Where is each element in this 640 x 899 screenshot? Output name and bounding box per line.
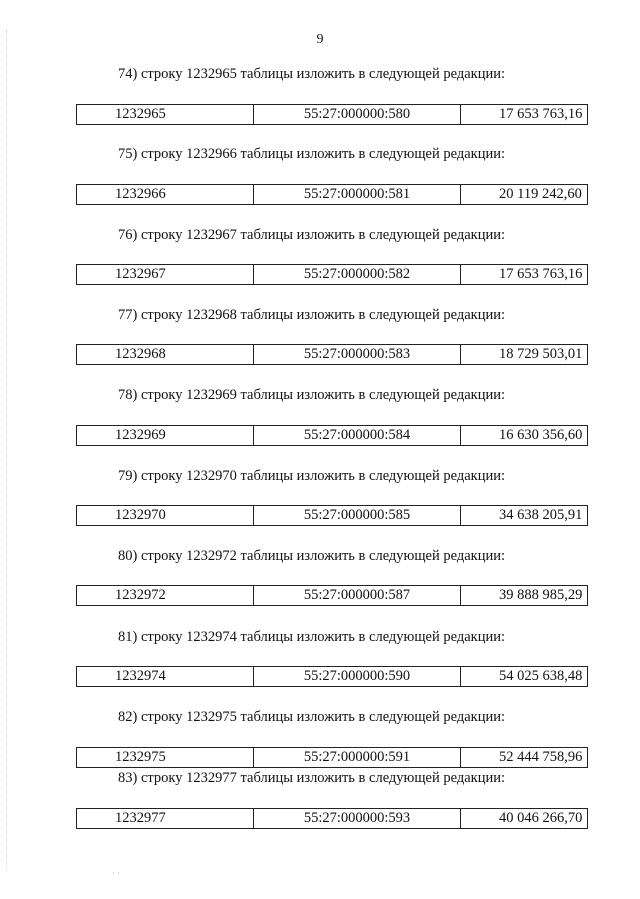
amendment-row-table (76, 184, 588, 205)
row-number-cell: 1232965 (77, 105, 254, 125)
row-number-cell: 1232969 (77, 426, 254, 446)
cadastral-number-cell: 55:27:000000:582 (254, 265, 461, 285)
amendment-row-table (76, 104, 588, 125)
scan-margin-dots (6, 30, 8, 870)
cadastral-number-cell: 55:27:000000:580 (254, 105, 461, 125)
value-cell: 16 630 356,60 (461, 426, 588, 446)
table-row (77, 426, 588, 446)
amendment-instruction: 81) строку 1232974 таблицы изложить в следующей редакции: (118, 629, 506, 645)
amendment-instruction: 79) строку 1232970 таблицы изложить в следующей редакции: (118, 468, 506, 484)
table-row (77, 667, 588, 687)
cadastral-number-cell: 55:27:000000:584 (254, 426, 461, 446)
row-number-cell: 1232977 (77, 809, 254, 829)
amendment-row-table (76, 666, 588, 687)
row-number-cell: 1232966 (77, 185, 254, 205)
table-row (77, 506, 588, 526)
amendment-row-table (76, 264, 588, 285)
value-cell: 54 025 638,48 (461, 667, 588, 687)
row-number-cell: 1232974 (77, 667, 254, 687)
cadastral-number-cell: 55:27:000000:585 (254, 506, 461, 526)
amendment-instruction: 78) строку 1232969 таблицы изложить в следующей редакции: (118, 387, 506, 403)
cadastral-number-cell: 55:27:000000:587 (254, 586, 461, 606)
page-number: 9 (316, 32, 324, 47)
row-number-cell: 1232970 (77, 506, 254, 526)
amendment-instruction: 82) строку 1232975 таблицы изложить в следующей редакции: (118, 709, 506, 725)
value-cell: 17 653 763,16 (461, 105, 588, 125)
cadastral-number-cell: 55:27:000000:590 (254, 667, 461, 687)
value-cell: 40 046 266,70 (461, 809, 588, 829)
row-number-cell: 1232972 (77, 586, 254, 606)
amendment-row-table (76, 747, 588, 768)
value-cell: 20 119 242,60 (461, 185, 588, 205)
cadastral-number-cell: 55:27:000000:593 (254, 809, 461, 829)
amendment-instruction: 75) строку 1232966 таблицы изложить в следующей редакции: (118, 146, 506, 162)
table-row (77, 345, 588, 365)
amendment-row-table (76, 505, 588, 526)
table-row (77, 586, 588, 606)
scan-artifact-mark: · · (112, 868, 121, 878)
row-number-cell: 1232968 (77, 345, 254, 365)
table-row (77, 748, 588, 768)
value-cell: 34 638 205,91 (461, 506, 588, 526)
amendment-instruction: 74) строку 1232965 таблицы изложить в следующей редакции: (118, 66, 506, 82)
amendment-instruction: 76) строку 1232967 таблицы изложить в следующей редакции: (118, 227, 506, 243)
amendment-row-table (76, 425, 588, 446)
value-cell: 52 444 758,96 (461, 748, 588, 768)
value-cell: 17 653 763,16 (461, 265, 588, 285)
amendment-row-table (76, 585, 588, 606)
cadastral-number-cell: 55:27:000000:581 (254, 185, 461, 205)
value-cell: 39 888 985,29 (461, 586, 588, 606)
table-row (77, 809, 588, 829)
cadastral-number-cell: 55:27:000000:583 (254, 345, 461, 365)
amendment-instruction: 83) строку 1232977 таблицы изложить в следующей редакции: (118, 770, 506, 786)
table-row (77, 265, 588, 285)
amendment-row-table (76, 808, 588, 829)
amendment-instruction: 80) строку 1232972 таблицы изложить в следующей редакции: (118, 548, 506, 564)
amendment-row-table (76, 344, 588, 365)
cadastral-number-cell: 55:27:000000:591 (254, 748, 461, 768)
table-row (77, 105, 588, 125)
row-number-cell: 1232967 (77, 265, 254, 285)
value-cell: 18 729 503,01 (461, 345, 588, 365)
amendment-instruction: 77) строку 1232968 таблицы изложить в следующей редакции: (118, 307, 506, 323)
row-number-cell: 1232975 (77, 748, 254, 768)
table-row (77, 185, 588, 205)
